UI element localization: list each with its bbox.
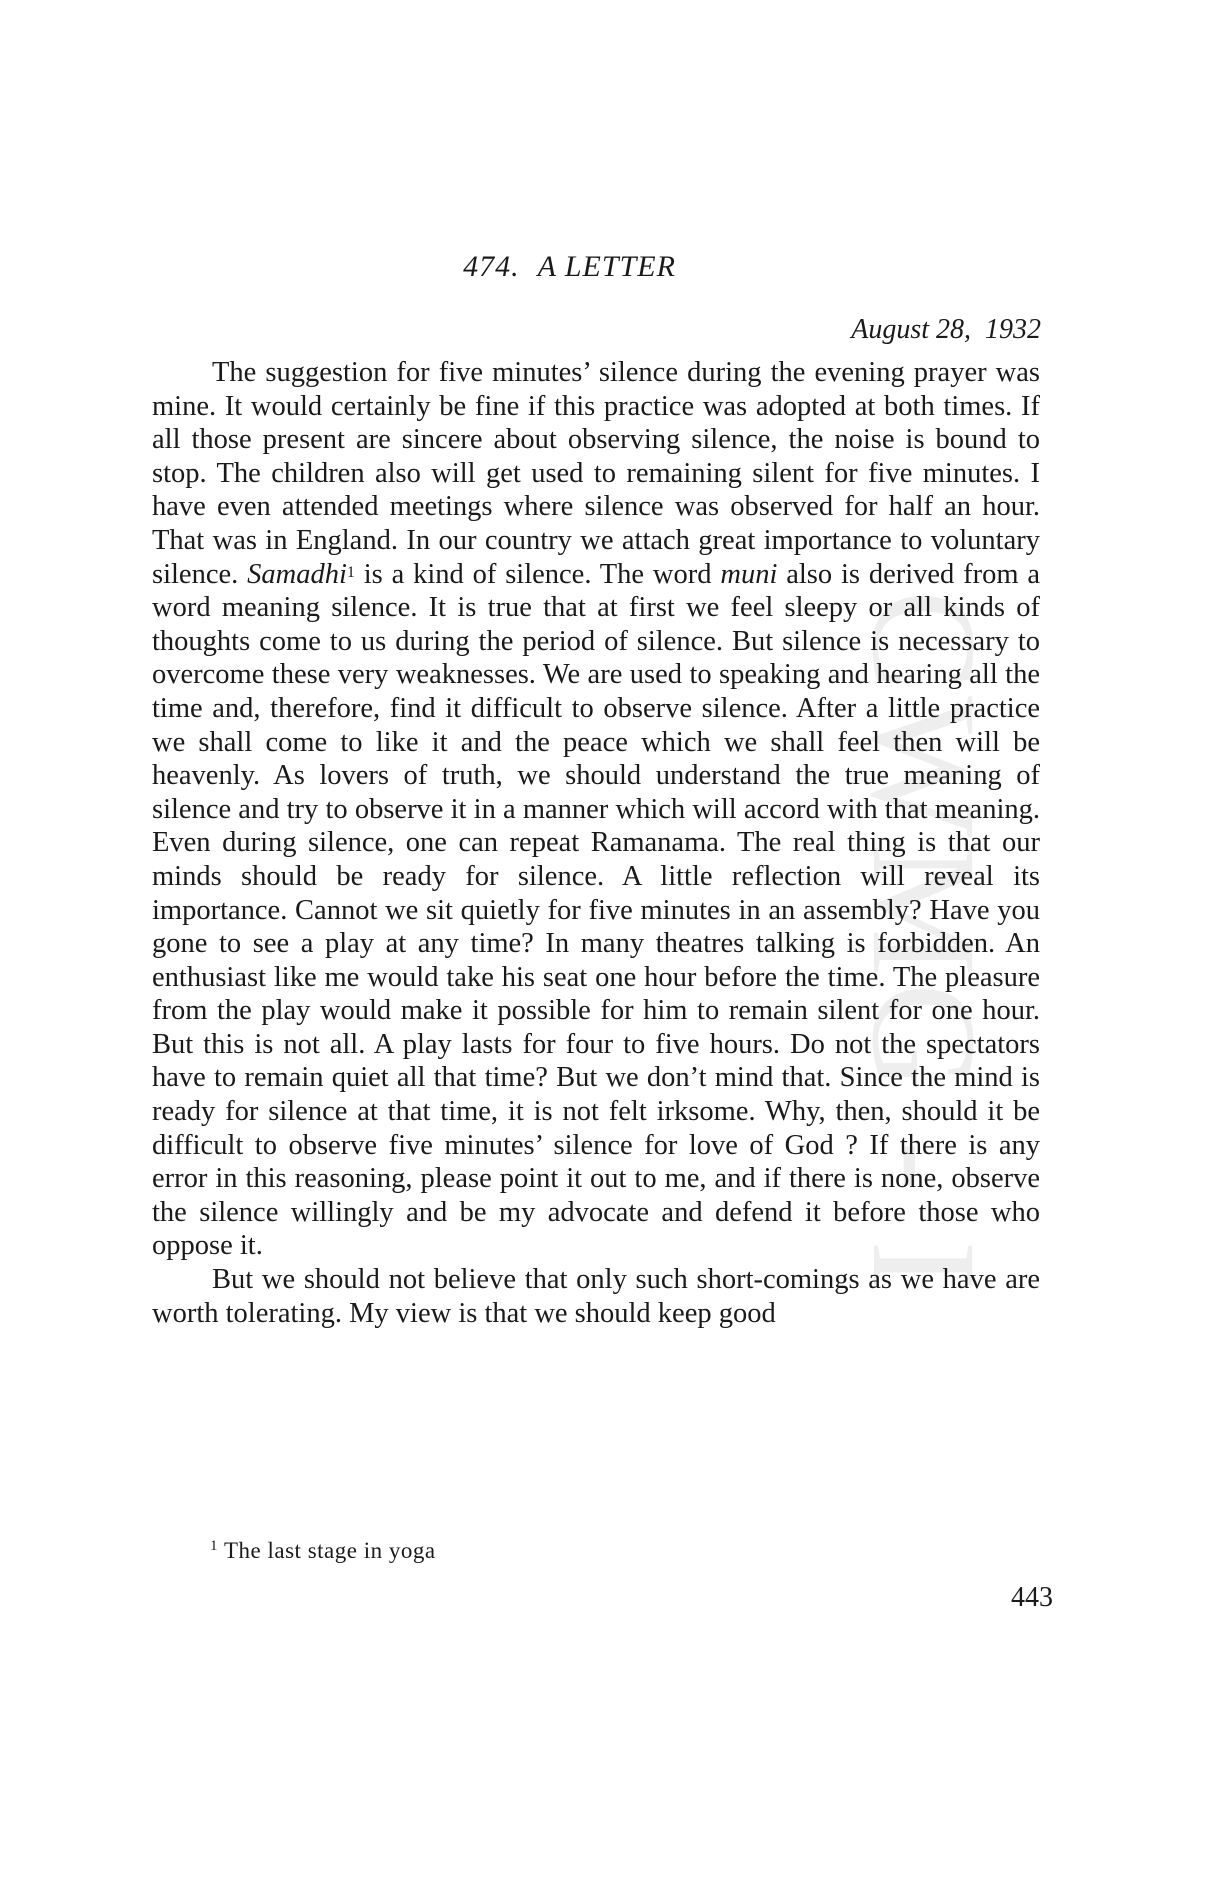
muni-term: muni — [720, 558, 778, 590]
paragraph-2: But we should not believe that only such short-comings as we have are worth tolerating. My view is that we should keep good — [152, 1264, 1040, 1329]
letter-body — [152, 356, 1040, 1330]
date-year: 1932 — [985, 314, 1041, 345]
footnote-text: The last stage in yoga — [224, 1538, 436, 1563]
letter-title: A LETTER — [537, 250, 676, 283]
paragraph-1-text-a: The suggestion for five minutes’ silence during the evening prayer was mine. It would certainly be fine if this practice was adopted at both times. If all those present are sincere about observing silence, the noise is bound to stop. The children also will get used to remaining silent for five minutes. I have even attended meetings where silence was observed for half an hour. That was in England. In our country we attach great importance to voluntary silence. — [152, 357, 1040, 590]
page-number: 443 — [1011, 1582, 1053, 1613]
footnote-marker: 1 — [210, 1538, 218, 1554]
watermark: CWMG - I — [841, 590, 1007, 1297]
footnote — [210, 1538, 436, 1564]
letter-heading — [0, 250, 1229, 284]
samadhi-term: Samadhi — [247, 558, 347, 590]
letter-date — [851, 314, 1041, 346]
letter-number: 474. — [463, 250, 520, 283]
paragraph-1-text-c: also is derived from a word meaning silence. It is true that at first we feel sleepy or all kinds of thoughts come to us during the period of silence. But silence is necessary to overcome these very weaknesses. We are used to speaking and hearing all the time and, therefore, find it difficult to observe silence. After a little practice we shall come to like it and the peace which we shall feel then will be heavenly. As lovers of truth, we should understand the true meaning of silence and try to observe it in a manner which will accord with that meaning. Even during silence, one can repeat Ramanama. The real thing is that our minds should be ready for silence. A little reflection will reveal its importance. Cannot we sit quietly for five minutes in an assembly? Have you gone to see a play at any time? In many theatres talking is forbidden. An enthusiast like me would take his seat one hour before the time. The pleasure from the play would make it possible for him to remain silent for one hour. But this is not all. A play lasts for four to five hours. Do not the spectators have to remain quiet all that time? But we don’t mind that. Since the mind is ready for silence at that time, it is not felt irksome. Why, then, should it be difficult to observe five minutes’ silence for love of God ? If there is any error in this reasoning, please point it out to me, and if there is none, observe the silence willingly and be my advocate and defend it before those who oppose it. — [152, 558, 1041, 1262]
footnote-reference: 1 — [346, 563, 355, 581]
date-month-day: August 28, — [851, 314, 971, 345]
paragraph-1 — [152, 356, 1040, 1263]
paragraph-1-text-b: is a kind of silence. The word — [363, 558, 712, 590]
